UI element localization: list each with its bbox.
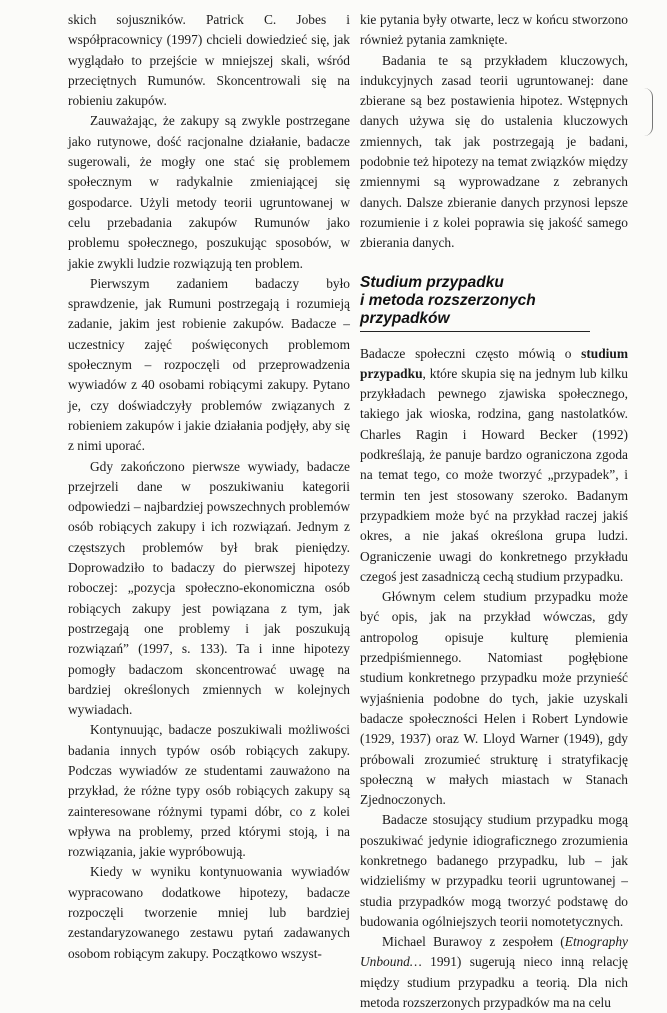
text-run: Badacze społeczni często mówią o — [360, 345, 582, 361]
text-run: Michael Burawoy z zespołem ( — [382, 934, 565, 950]
section-heading — [360, 274, 628, 332]
paragraph — [360, 344, 628, 588]
text-run: 1991) sugerują nieco inną relację między studium przypadku a teorią. Dla nich metoda rozszerzonych przypadków ma na celu — [360, 954, 628, 1011]
text-run: , które skupia się na jednym lub kilku przykładach pewnego zjawiska społecznego, takiego jak wioska, rodzina, gang nastolatków. Charles Ragin i Howard Becker (1992) podkreślają, że panuje bardzo ograniczona zgoda na temat tego, co może tworzyć „przypadek”, i termin ten jest stosowany szeroko. Badanym przypadkiem może być na przykład raczej jakiś okres, a nie jakaś określona grupa ludzi. Ograniczenie uwagi do konkretnego przykładu czegoś jest zasadniczą cechą studium przypadku. — [360, 365, 628, 584]
paragraph: Gdy zakończono pierwsze wywiady, badacze przejrzeli dane w poszukiwaniu kategorii odpowiedzi – najbardziej powszechnych problemów osób robiących zakupy i ich rozwiązań. Jednym z częstszych problemów był brak pieniędzy. Doprowadziło to badaczy do pierwszej hipotezy roboczej: „pozycja społeczno-ekonomiczna osób robiących zakupy jest powiązana z tym, jak postrzegają one problemy i jak poszukują rozwiązań” (1997, s. 133). Ta i inne hipotezy pomogły badaczom skoncentrować uwagę na bardziej określonych zmiennych w kolejnych wywiadach. — [68, 458, 350, 718]
margin-mark — [644, 88, 653, 136]
citation-title: Etnography Unbound… — [360, 934, 628, 970]
right-column — [360, 10, 628, 1013]
paragraph: Zauważając, że zakupy są zwykle postrzegane jako rutynowe, dość racjonalne działanie, badacze sugerowali, że mogły one stać się problemem społecznym w radykalnie zmieniającej się gospodarce. Użyli metody teorii ugruntowanej w celu przebadania zakupów Rumunów jako problemu społecznego, poszukując sposobów, w jakie zwykli ludzie rozwiązują ten problem. — [68, 113, 350, 271]
paragraph: skich sojuszników. Patrick C. Jobes i współpracownicy (1997) chcieli dowiedzieć się, jak wyglądało to przejście w mniejszej skali, wśród przeciętnych Rumunów. Skoncentrowali się na robieniu zakupów. — [68, 12, 350, 109]
paragraph: Badania te są przykładem kluczowych, indukcyjnych zasad teorii ugruntowanej: dane zbierane są bez postawienia hipotez. Wstępnych danych używa się do ustalenia kluczowych zmiennych, tak jak postrzegają je badani, podobnie też hipotezy na temat związków między zmiennymi są wyprowadzane z zebranych danych. Dalsze zbieranie danych przynosi lepsze rozumienie i z kolei poprawia się jakość samego zbierania danych. — [360, 52, 628, 251]
paragraph — [360, 932, 628, 1013]
paragraph: Badacze stosujący studium przypadku mogą poszukiwać jedynie idiograficznego zrozumienia konkretnego badanego przypadku, lub – jak widzieliśmy w przypadku teorii ugruntowanej – studia przypadków mogą tworzyć podstawę do budowania ogólniejszych teorii nomotetycznych. — [360, 812, 628, 929]
heading-underline — [360, 331, 590, 332]
heading-line-2: i metoda rozszerzonych przypadków — [360, 291, 536, 327]
paragraph: Kiedy w wyniku kontynuowania wywiadów wypracowano dodatkowe hipotezy, badacze rozpoczęli tworzenie mniej lub bardziej zestandaryzowanego zestawu pytań zadawanych osobom robiącym zakupy. Początkowo wszyst- — [68, 864, 350, 961]
paragraph: Pierwszym zadaniem badaczy było sprawdzenie, jak Rumuni postrzegają i rozumieją zadanie, jakim jest robienie zakupów. Badacze – uczestnicy zajęć poświęconych problemom społecznym – rozpoczęli od przeprowadzenia wywiadów z 40 osobami robiącymi zakupy. Pytano je, czy doświadczyły problemów związanych z robieniem zakupów i jakie działania podjęły, aby się z nimi uporać. — [68, 275, 350, 454]
paragraph: Kontynuując, badacze poszukiwali możliwości badania innych typów osób robiących zakupy. Podczas wywiadów ze studentami zauważono na przykład, że różne typy osób robiących zakupy są zainteresowane różnymi typami dóbr, co z kolei wpływa na problemy, przed którymi stoją, i na rozwiązania, jakie wypróbowują. — [68, 722, 350, 860]
key-term: studium przypadku — [360, 345, 628, 381]
heading-line-1: Studium przypadku — [360, 273, 504, 291]
paragraph: kie pytania były otwarte, lecz w końcu stworzono również pytania zamknięte. — [360, 12, 628, 48]
paragraph: Głównym celem studium przypadku może być opis, jak na przykład wówczas, gdy antropolog opisuje kulturę plemienia przedpiśmiennego. Natomiast pogłębione studium konkretnego przypadku może przynieść wyjaśnienia podobne do tych, jakie uzyskali badacze społeczności Helen i Robert Lyndowie (1929, 1937) oraz W. Lloyd Warner (1949), gdy próbowali zrozumieć strukturę i stratyfikację społeczną w małych miastach w Stanach Zjednoczonych. — [360, 589, 628, 808]
left-column — [68, 10, 350, 964]
